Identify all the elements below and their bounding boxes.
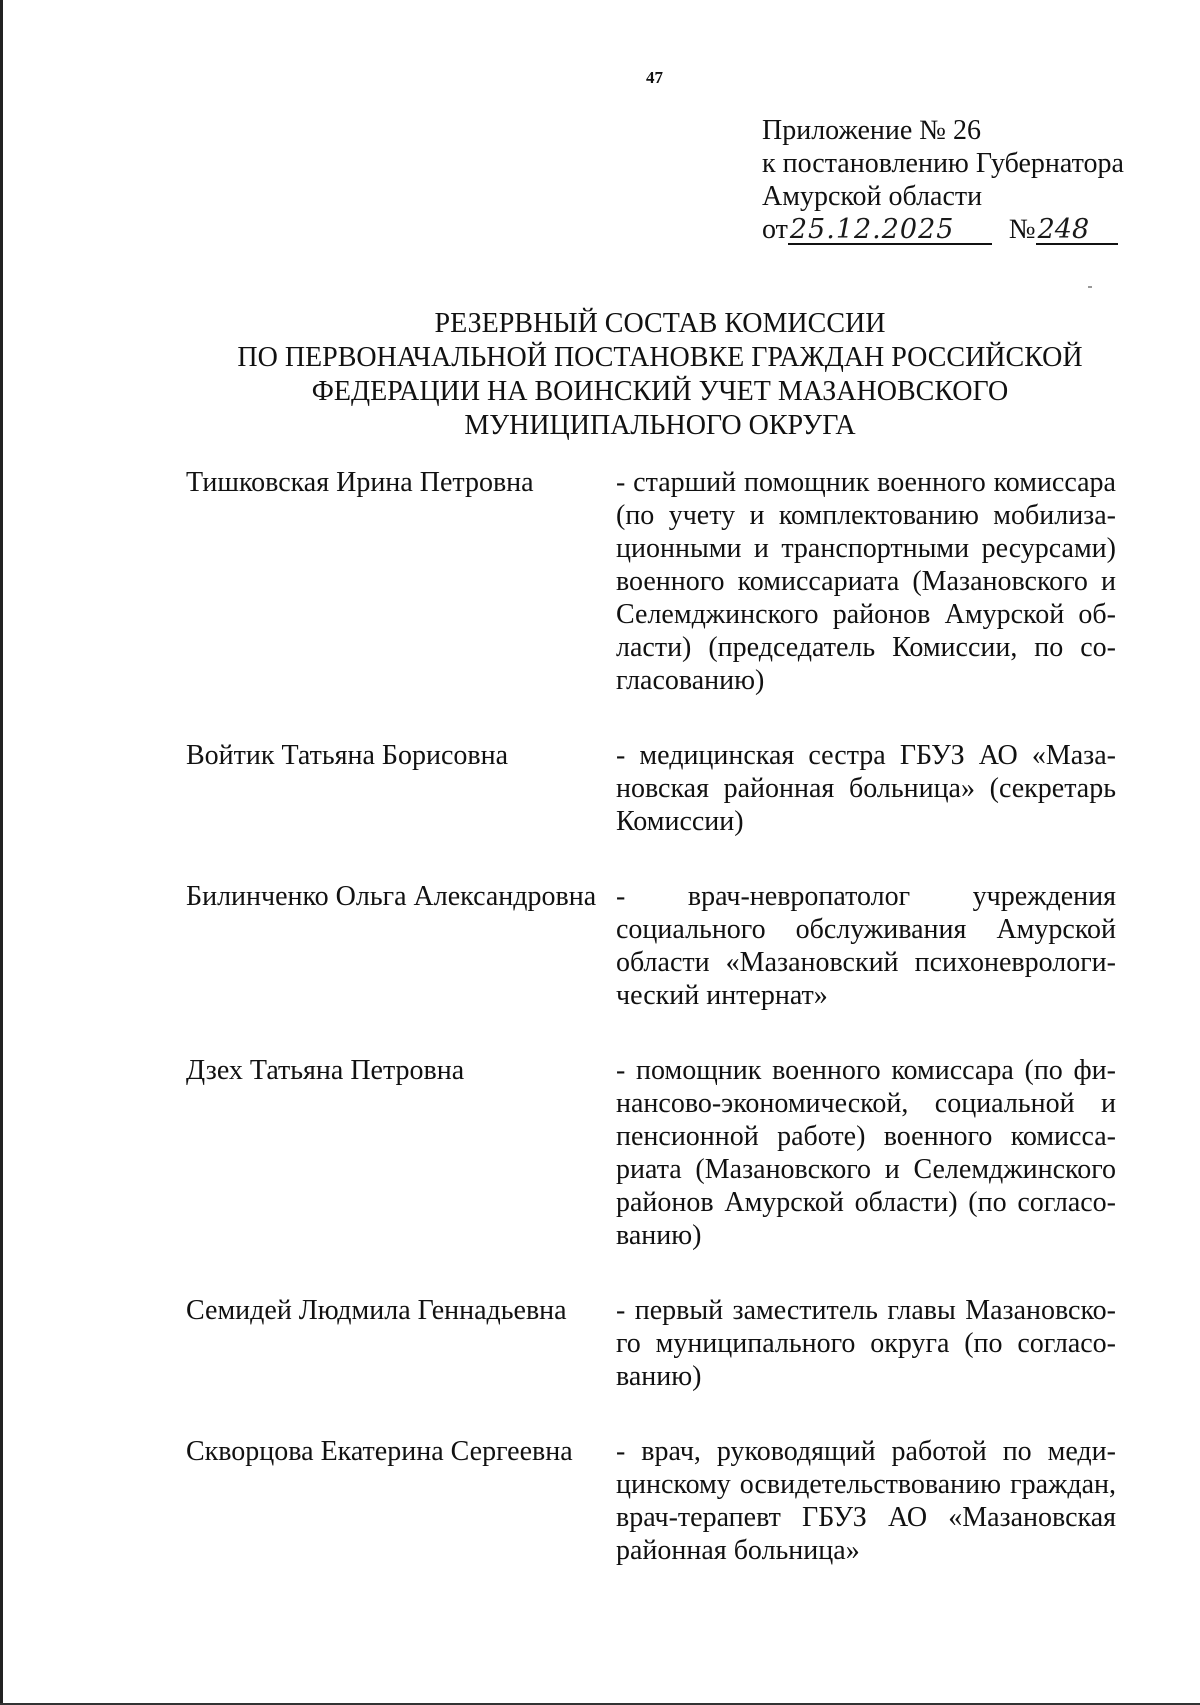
member-name: Скворцова Екатерина Сергеевна (186, 1436, 573, 1467)
date-prefix: от (762, 214, 788, 245)
member-role: - помощник военного комиссара (по финансово-экономической, социальной и пенсионной работе) военного комиссариата (Мазановского и Селемджинского районов Амурской области) (по согласованию) (616, 1055, 1116, 1251)
member-name: Билинченко Ольга Александровна (186, 881, 597, 912)
list-item (186, 1054, 1136, 1252)
member-name: Войтик Татьяна Борисовна (186, 740, 509, 771)
appendix-line-3: Амурской области (762, 181, 983, 212)
members-list (186, 466, 1136, 1609)
title-line-1: РЕЗЕРВНЫЙ СОСТАВ КОМИССИИ (434, 308, 886, 339)
member-role: - старший помощник военного комиссара (по учету и комплектованию мобилизационными и транспортными ресурсами) военного комиссариата (Мазановского и Селемджинского районов Амурской области) (председатель Комиссии, по согласованию) (616, 467, 1116, 696)
title-line-4: МУНИЦИПАЛЬНОГО ОКРУГА (464, 410, 856, 441)
list-item (186, 880, 1136, 1012)
appendix-line-1: Приложение № 26 (762, 115, 981, 146)
title-line-2: ПО ПЕРВОНАЧАЛЬНОЙ ПОСТАНОВКЕ ГРАЖДАН РОССИЙСКОЙ (237, 342, 1083, 373)
handwritten-date: 25.12.2025 (788, 217, 992, 245)
page-number: 47 (646, 68, 663, 87)
list-item (186, 466, 1136, 697)
document-title (200, 307, 1120, 443)
appendix-date-line (762, 213, 1124, 246)
appendix-line-2: к постановлению Губернатора (762, 148, 1124, 179)
list-item (186, 1435, 1136, 1567)
member-role: - врач-невропатолог учреждения социального обслуживания Амурской области «Мазановский психоневрологический интернат» (616, 881, 1116, 1011)
title-line-3: ФЕДЕРАЦИИ НА ВОИНСКИЙ УЧЕТ МАЗАНОВСКОГО (311, 376, 1009, 407)
member-role: - первый заместитель главы Мазановского муниципального округа (по согласованию) (616, 1295, 1116, 1392)
member-name: Семидей Людмила Геннадьевна (186, 1295, 567, 1326)
member-role: - медицинская сестра ГБУЗ АО «Мазановская районная больница» (секретарь Комиссии) (616, 740, 1116, 837)
scan-left-edge (0, 0, 3, 1705)
member-name: Тишковская Ирина Петровна (186, 467, 534, 498)
number-prefix: № (1008, 214, 1036, 245)
appendix-header (762, 114, 1124, 246)
list-item (186, 739, 1136, 838)
member-role: - врач, руководящий работой по медицинскому освидетельствованию граждан, врач-терапевт ГБУЗ АО «Мазановская районная больница» (616, 1436, 1116, 1566)
list-item (186, 1294, 1136, 1393)
member-name: Дзех Татьяна Петровна (186, 1055, 465, 1086)
handwritten-number: 248 (1036, 217, 1118, 245)
scan-artifact (1088, 286, 1092, 288)
